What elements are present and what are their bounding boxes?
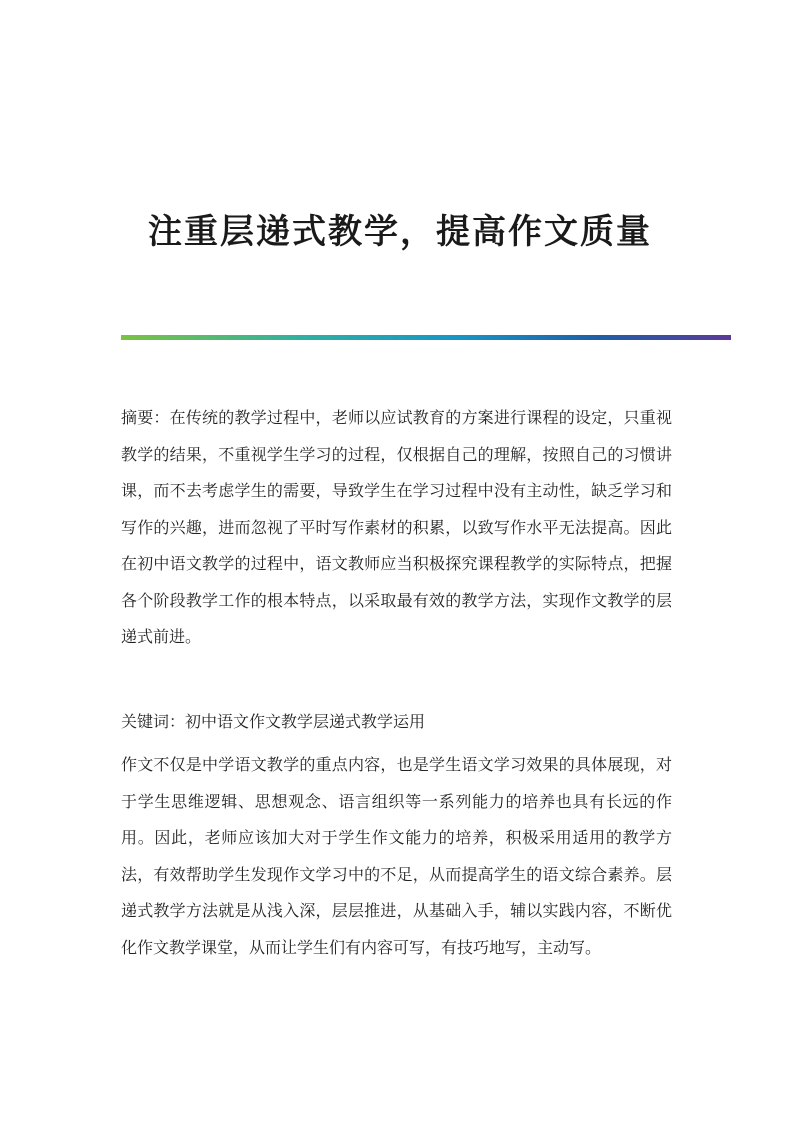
document-title: 注重层递式教学，提高作文质量 [148,211,652,252]
title-divider [121,335,731,340]
intro-text: 作文不仅是中学语文教学的重点内容，也是学生语文学习效果的具体展现，对于学生思维逻辑、思想观念、语言组织等一系列能力的培养也具有长远的作用。因此，老师应该加大对于学生作文能力的培养，积极采用适用的教学方法，有效帮助学生发现作文学习中的不足，从而提高学生的语文综合素养。层递式教学方法就是从浅入深，层层推进，从基础入手，辅以实践内容，不断优化作文教学课堂，从而让学生们有内容可写，有技巧地写，主动写。 [121,755,672,957]
abstract-text: 摘要：在传统的教学过程中，老师以应试教育的方案进行课程的设定，只重视教学的结果，不重视学生学习的过程，仅根据自己的理解，按照自己的习惯讲课，而不去考虑学生的需要，导致学生在学习过程中没有主动性，缺乏学习和写作的兴趣，进而忽视了平时写作素材的积累，以致写作水平无法提高。因此在初中语文教学的过程中，语文教师应当积极探究课程教学的实际特点，把握各个阶段教学工作的根本特点，以采取最有效的教学方法，实现作文教学的层递式前进。 [121,408,672,646]
intro-paragraph [121,747,672,966]
abstract-paragraph [121,400,672,656]
keywords-text: 关键词：初中语文作文教学层递式教学运用 [121,712,426,731]
keywords-paragraph [121,704,672,741]
